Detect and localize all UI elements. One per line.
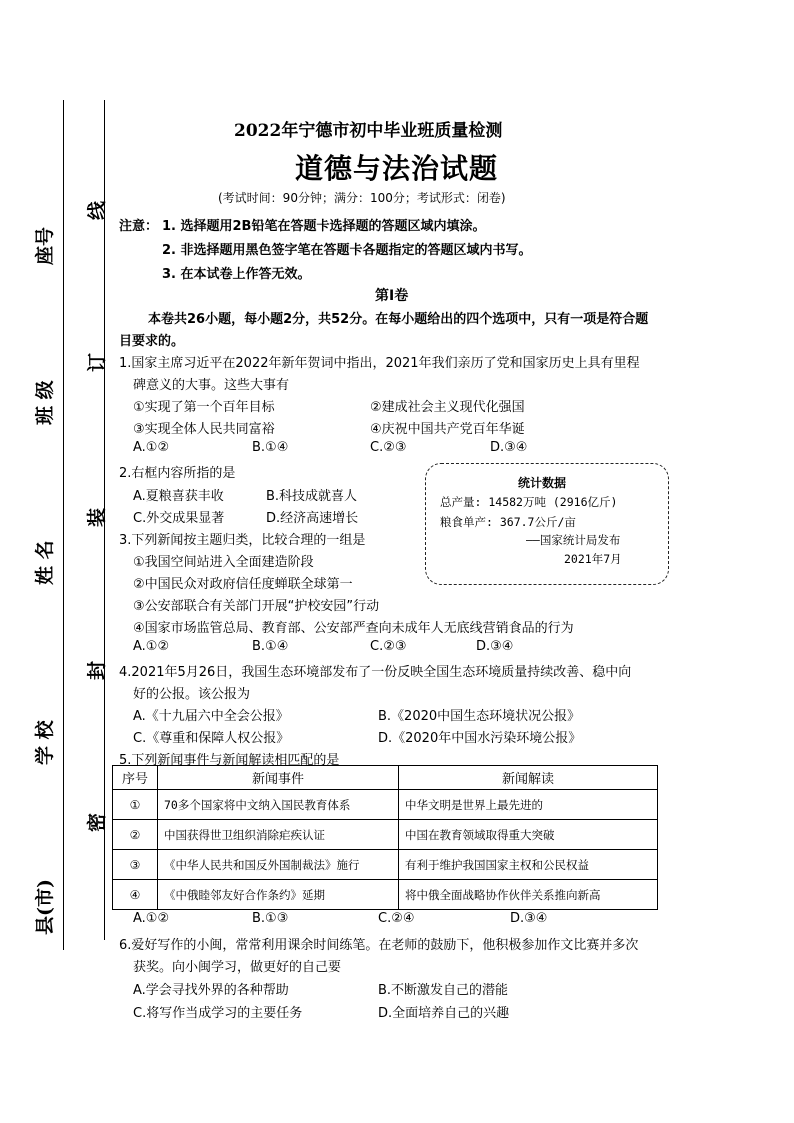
q6-stem-1: 6.爱好写作的小闽，常常利用课余时间练笔。在老师的鼓励下，他积极参加作文比赛并多次 [119,938,639,953]
q5-option-d: D.③④ [510,911,548,926]
q4-option-b: B.《2020中国生态环境状况公报》 [378,709,581,724]
table-header-index: 序号 [113,766,158,790]
seal-mark-ding: 订 [86,352,108,372]
q6-option-c: C.将写作当成学习的主要任务 [133,1006,303,1021]
class-label: 班 级 [34,380,56,425]
table-row [113,850,658,880]
table-cell-index: ① [113,790,158,820]
seat-label: 座号 [34,226,56,265]
q2-option-c: C.外交成果显著 [133,511,225,526]
table-cell-index: ③ [113,850,158,880]
q1-item-2: ②建成社会主义现代化强国 [370,400,525,415]
q5-stem: 5.下列新闻事件与新闻解读相匹配的是 [119,753,340,768]
table-cell-event: 《中俄睦邻友好合作条约》延期 [158,880,399,910]
q6-option-a: A.学会寻找外界的各种帮助 [133,983,289,998]
q4-stem-1: 4.2021年5月26日，我国生态环境部发布了一份反映全国生态环境质量持续改善、稳中向 [119,665,632,680]
table-header-event: 新闻事件 [158,766,399,790]
q6-option-b: B.不断激发自己的潜能 [378,983,509,998]
note-1: 1. 选择题用2B铅笔在答题卡选择题的答题区域内填涂。 [162,219,486,234]
q1-stem-1: 1.国家主席习近平在2022年新年贺词中指出，2021年我们亲历了党和国家历史上具有里程 [119,356,640,371]
table-header-interpretation: 新闻解读 [399,766,658,790]
section-title: 第Ⅰ卷 [375,288,409,304]
table-cell-event: 中国获得世卫组织消除疟疾认证 [158,820,399,850]
q3-item-3: ③公安部联合有关部门开展“护校安园”行动 [133,599,380,614]
q3-option-b: B.①④ [252,639,289,654]
table-header-row [113,766,658,790]
q5-option-c: C.②④ [378,911,415,926]
exam-title: 2022年宁德市初中毕业班质量检测 [234,121,503,141]
table-cell-interpretation: 有利于维护我国国家主权和公民权益 [399,850,658,880]
q3-stem: 3.下列新闻按主题归类，比较合理的一组是 [119,533,366,548]
notes-label: 注意： [119,219,159,234]
q1-option-b: B.①④ [252,440,289,455]
q2-option-a: A.夏粮喜获丰收 [133,489,224,504]
q2-stem: 2.右框内容所指的是 [119,466,236,481]
q3-item-1: ①我国空间站进入全面建造阶段 [133,555,314,570]
q6-option-d: D.全面培养自己的兴趣 [378,1006,510,1021]
q3-option-d: D.③④ [476,639,514,654]
table-row [113,880,658,910]
table-cell-interpretation: 将中俄全面战略协作伙伴关系推向新高 [399,880,658,910]
stats-date: 2021年7月 [564,552,622,566]
stats-title: 统计数据 [518,476,567,490]
q1-item-3: ③实现全体人民共同富裕 [133,422,275,437]
subject-title: 道德与法治试题 [295,152,499,185]
q1-option-a: A.①② [133,440,170,455]
school-label: 学 校 [34,720,56,765]
q1-option-c: C.②③ [370,440,407,455]
name-label: 姓 名 [34,540,56,585]
table-cell-interpretation: 中国在教育领域取得重大突破 [399,820,658,850]
q5-option-b: B.①③ [252,911,289,926]
seal-mark-feng: 封 [86,660,108,680]
news-table [112,765,658,910]
section-instruction-2: 目要求的。 [119,334,185,349]
table-cell-interpretation: 中华文明是世界上最先进的 [399,790,658,820]
q3-item-4: ④国家市场监管总局、教育部、公安部严查向未成年人无底线营销食品的行为 [133,621,574,636]
seal-mark-mi: 密 [86,812,108,832]
exam-info: (考试时间：90分钟；满分：100分；考试形式：闭卷) [218,191,506,205]
table-row [113,820,658,850]
q1-item-1: ①实现了第一个百年目标 [133,400,275,415]
q4-option-c: C.《尊重和保障人权公报》 [133,731,290,746]
q1-option-d: D.③④ [490,440,528,455]
stats-box [425,463,669,585]
q3-option-c: C.②③ [370,639,407,654]
table-cell-event: 70多个国家将中文纳入国民教育体系 [158,790,399,820]
stats-source: ——国家统计局发布 [526,533,621,547]
q4-stem-2: 好的公报。该公报为 [133,687,251,702]
seal-mark-zhuang: 装 [86,507,108,527]
q2-option-d: D.经济高速增长 [266,511,359,526]
stats-line-2: 粮食单产: 367.7公斤/亩 [440,515,576,529]
q1-item-4: ④庆祝中国共产党百年华诞 [370,422,525,437]
binding-left-rule [63,100,64,950]
table-row [113,790,658,820]
note-3: 3. 在本试卷上作答无效。 [162,267,311,282]
q5-option-a: A.①② [133,911,170,926]
section-instruction-1: 本卷共26小题，每小题2分，共52分。在每小题给出的四个选项中，只有一项是符合题 [148,312,649,327]
stats-line-1: 总产量: 14582万吨 (2916亿斤) [440,495,618,509]
q1-stem-2: 碑意义的大事。这些大事有 [133,378,290,393]
table-cell-event: 《中华人民共和国反外国制裁法》施行 [158,850,399,880]
county-label: 县(市) [34,879,56,935]
note-2: 2. 非选择题用黑色签字笔在答题卡各题指定的答题区域内书写。 [162,243,532,258]
table-cell-index: ② [113,820,158,850]
q2-option-b: B.科技成就喜人 [266,489,358,504]
seal-mark-xian: 线 [86,200,108,220]
q3-item-2: ②中国民众对政府信任度蝉联全球第一 [133,577,353,592]
q6-stem-2: 获奖。向小闽学习，做更好的自己要 [133,960,342,975]
q4-option-d: D.《2020年中国水污染环境公报》 [378,731,582,746]
table-cell-index: ④ [113,880,158,910]
q3-option-a: A.①② [133,639,170,654]
q4-option-a: A.《十九届六中全会公报》 [133,709,289,724]
